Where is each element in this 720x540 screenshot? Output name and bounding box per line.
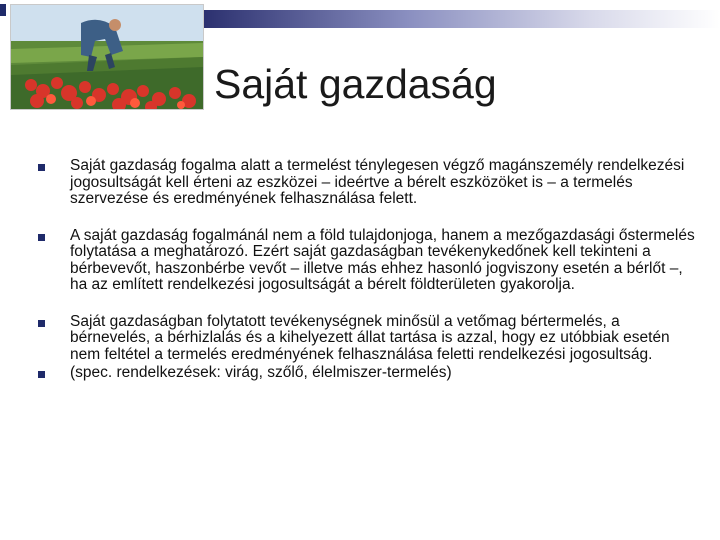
- header-gradient-band: [200, 10, 720, 28]
- bullet-text: (spec. rendelkezések: virág, szőlő, élelmiszer-termelés): [70, 364, 452, 381]
- bullet-text: A saját gazdaság fogalmánál nem a föld tulajdonjoga, hanem a mezőgazdasági őstermelés folytatása a meghatározó. Ezért saját gazdaságban tevékenykedőnek kell tekinteni a bérbevevőt, haszonbérbe vevőt – illetve más ehhez hasonló jogviszony esetén a bérlőt –, ha az említett rendelkezési jogosultságát a bérelt földterületen gyakorolja.: [70, 226, 695, 293]
- bullet-text: Saját gazdaságban folytatott tevékenységnek minősül a vetőmag bértermelés, a bérnevelés, a bérhizlalás és a kihelyezett állat tartása is azzal, hogy ez utóbbiak esetén nem feltétel a termelés eredményének felhasználása feletti rendelkezési jogosultság.: [70, 312, 670, 363]
- corner-accent: [0, 4, 6, 16]
- square-bullet-icon: [38, 234, 45, 241]
- bullet-item: [38, 158, 698, 208]
- bullet-text: Saját gazdaság fogalma alatt a termelést ténylegesen végző magánszemély rendelkezési jogosultságát kell érteni az eszközei – ideértve a bérelt eszközöket is – a termelés szervezése és eredményének felhasználása felett.: [70, 157, 685, 207]
- bullet-item: [38, 365, 698, 382]
- slide-title: Saját gazdaság: [214, 61, 497, 107]
- bullet-list: [38, 158, 698, 382]
- bullet-item: [38, 314, 698, 364]
- bullet-item: [38, 228, 698, 294]
- square-bullet-icon: [38, 320, 45, 327]
- square-bullet-icon: [38, 164, 45, 171]
- strawberry-field-photo: [10, 4, 204, 110]
- square-bullet-icon: [38, 371, 45, 378]
